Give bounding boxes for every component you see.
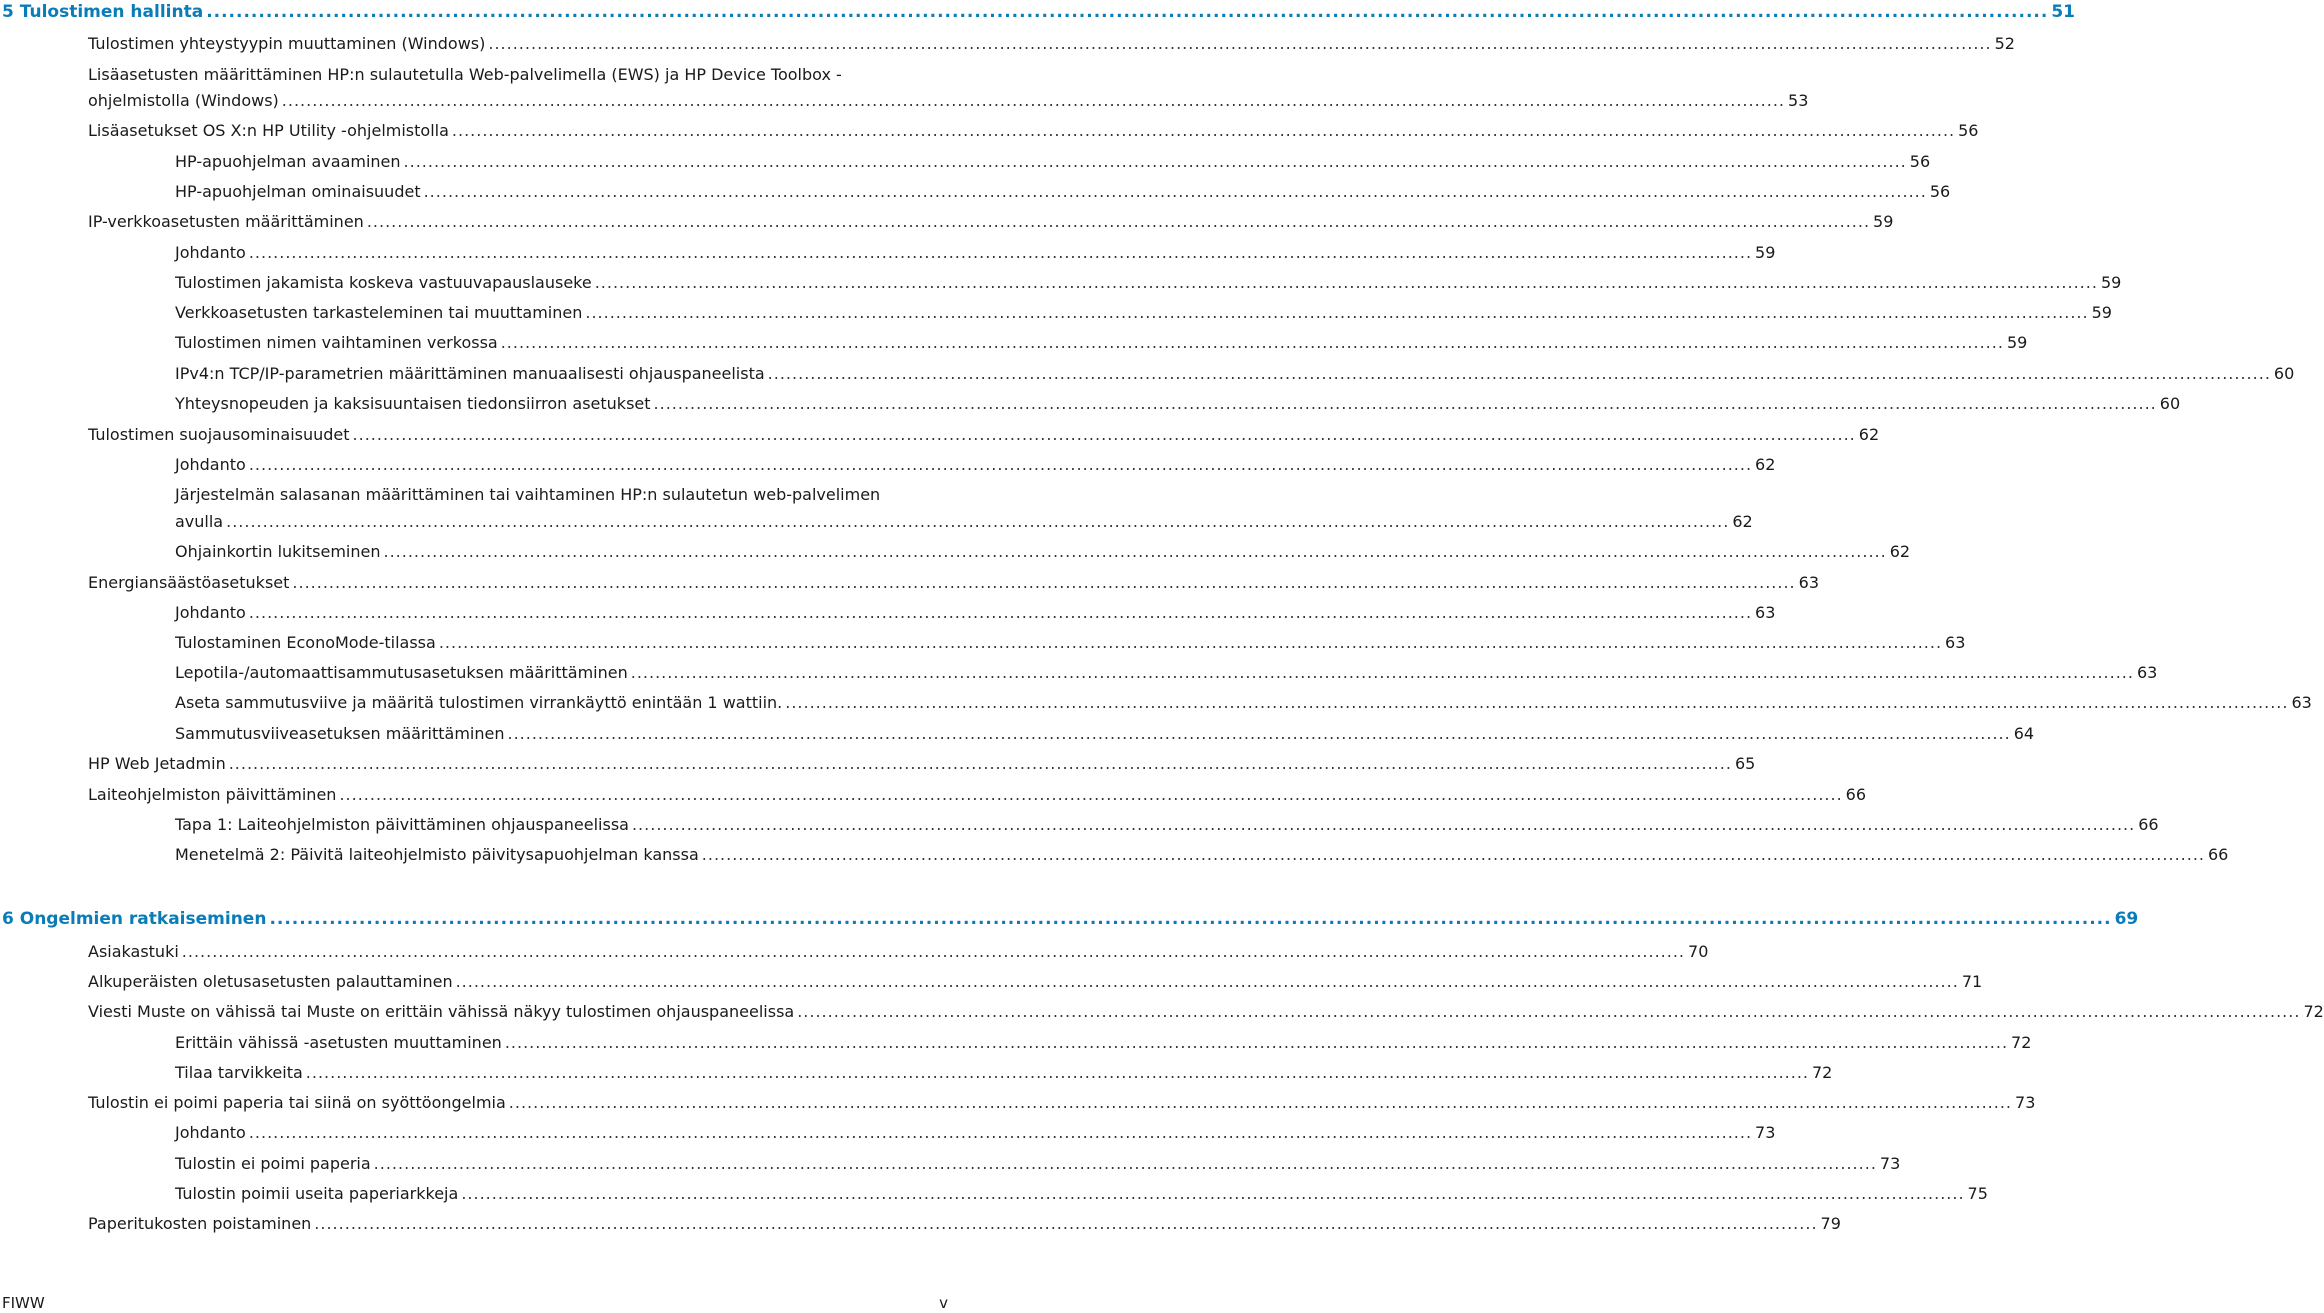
toc-dot-leader: [424, 182, 1927, 202]
toc-page-number: 69: [2114, 909, 2139, 929]
toc-dot-leader: [229, 754, 1732, 774]
toc-entry-title: Johdanto: [175, 603, 246, 622]
toc-dot-leader: [269, 909, 2111, 929]
toc-entry-title: ohjelmistolla (Windows): [88, 91, 279, 110]
toc-entry-title: Tapa 1: Laiteohjelmiston päivittäminen ohjauspaneelissa: [175, 815, 629, 834]
toc-entry-title: Lisäasetukset OS X:n HP Utility -ohjelmistolla: [88, 121, 449, 140]
toc-dot-leader: [501, 333, 2004, 353]
toc-page-number: 63: [1945, 633, 1966, 652]
toc-entry-title: Verkkoasetusten tarkasteleminen tai muuttaminen: [175, 303, 583, 322]
toc-entry-title: Menetelmä 2: Päivitä laiteohjelmisto päivitysapuohjelman kanssa: [175, 845, 699, 864]
toc-page-number: 70: [1688, 942, 1709, 961]
toc-entry-title: Asiakastuki: [88, 942, 179, 961]
toc-entry-title: HP Web Jetadmin: [88, 754, 226, 773]
toc-dot-leader: [282, 91, 1785, 111]
footer-locale-code: FIWW: [2, 1294, 45, 1312]
toc-page-number: 73: [1755, 1123, 1776, 1142]
toc-dot-leader: [404, 152, 1907, 172]
toc-dot-leader: [367, 212, 1870, 232]
toc-entry[interactable]: [175, 485, 940, 505]
toc-page-number: 72: [1812, 1063, 1833, 1082]
toc-page-number: 51: [2051, 2, 2075, 22]
toc-entry-title: Johdanto: [175, 455, 246, 474]
toc-dot-leader: [797, 1002, 2300, 1022]
toc-page-number: 71: [1961, 972, 1983, 991]
toc-page-number: 75: [1967, 1184, 1988, 1203]
toc-page-number: 56: [1909, 152, 1931, 171]
toc-entry[interactable]: [88, 65, 940, 85]
toc-entry[interactable]: [88, 573, 1819, 593]
toc-entry-title: Lisäasetusten määrittäminen HP:n sulautetulla Web-palvelimella (EWS) ja HP Device Toolbox -: [88, 65, 842, 84]
toc-dot-leader: [249, 603, 1752, 623]
toc-dot-leader: [508, 724, 2011, 744]
toc-entry[interactable]: [88, 425, 1880, 445]
toc-dot-leader: [452, 121, 1955, 141]
toc-entry[interactable]: [88, 91, 1809, 111]
toc-entry[interactable]: [175, 693, 2312, 713]
toc-entry-title: Aseta sammutusviive ja määritä tulostimen virrankäyttö enintään 1 wattiin.: [175, 693, 783, 712]
toc-dot-leader: [509, 1093, 2012, 1113]
toc-page-number: 62: [1858, 425, 1880, 444]
toc-entry[interactable]: [175, 633, 1966, 653]
toc-entry-title: Viesti Muste on vähissä tai Muste on erittäin vähissä näkyy tulostimen ohjauspaneelissa: [88, 1002, 795, 1021]
toc-entry[interactable]: [175, 1063, 1833, 1083]
toc-entry[interactable]: [88, 34, 2015, 54]
toc-page-number: 63: [1798, 573, 1819, 592]
toc-dot-leader: [249, 455, 1752, 475]
toc-page-number: 72: [2303, 1002, 2324, 1021]
toc-dot-leader: [374, 1154, 1877, 1174]
toc-dot-leader: [306, 1063, 1809, 1083]
toc-entry[interactable]: [175, 815, 2159, 835]
toc-entry-title: Laiteohjelmiston päivittäminen: [88, 785, 337, 804]
toc-page-number: 63: [1755, 603, 1776, 622]
toc-dot-leader: [488, 34, 1991, 54]
toc-dot-leader: [206, 2, 2048, 22]
toc-entry[interactable]: [175, 542, 1911, 562]
toc-dot-leader: [226, 512, 1729, 532]
toc-entry[interactable]: [88, 1093, 2036, 1113]
toc-dot-leader: [383, 542, 1886, 562]
toc-entry[interactable]: [175, 273, 2122, 293]
toc-entry-title: Johdanto: [175, 243, 246, 262]
toc-entry[interactable]: [88, 942, 1709, 962]
toc-dot-leader: [702, 845, 2205, 865]
toc-dot-leader: [353, 425, 1856, 445]
toc-dot-leader: [339, 785, 1842, 805]
toc-entry[interactable]: [88, 754, 1756, 774]
toc-page-number: 73: [2015, 1093, 2036, 1112]
toc-entry[interactable]: [175, 364, 2295, 384]
toc-dot-leader: [461, 1184, 1964, 1204]
toc-page-number: 62: [1889, 542, 1911, 561]
toc-entry[interactable]: [88, 1002, 2324, 1022]
toc-page-number: 59: [2006, 333, 2028, 352]
toc-entry[interactable]: [175, 845, 2229, 865]
toc-entry[interactable]: [175, 603, 1776, 623]
toc-entry-title: Yhteysnopeuden ja kaksisuuntaisen tiedonsiirron asetukset: [175, 394, 651, 413]
toc-entry[interactable]: [175, 512, 1753, 532]
toc-dot-leader: [249, 243, 1752, 263]
toc-entry[interactable]: [175, 394, 2181, 414]
toc-dot-leader: [292, 573, 1795, 593]
toc-entry-title: avulla: [175, 512, 224, 531]
toc-dot-leader: [456, 972, 1959, 992]
toc-entry[interactable]: [175, 303, 2112, 323]
toc-dot-leader: [595, 273, 2098, 293]
toc-entry[interactable]: [88, 972, 1983, 992]
toc-entry[interactable]: [88, 785, 1867, 805]
toc-entry-title: Tulostaminen EconoMode-tilassa: [175, 633, 436, 652]
toc-entry-title: Energiansäästöasetukset: [88, 573, 290, 592]
toc-page-number: 62: [1732, 512, 1753, 531]
toc-entry[interactable]: [88, 212, 1894, 232]
toc-entry-title: Tilaa tarvikkeita: [175, 1063, 303, 1082]
footer-page-number: v: [939, 1294, 948, 1312]
toc-entry-title: Tulostin ei poimi paperia tai siinä on syöttöongelmia: [88, 1093, 506, 1112]
toc-entry[interactable]: [175, 1184, 1988, 1204]
toc-entry-title: 6 Ongelmien ratkaiseminen: [2, 909, 267, 929]
toc-dot-leader: [631, 663, 2134, 683]
toc-entry-title: Paperitukosten poistaminen: [88, 1214, 312, 1233]
toc-page-number: 56: [1929, 182, 1951, 201]
toc-page-number: 73: [1879, 1154, 1901, 1173]
toc-page-number: 66: [2208, 845, 2229, 864]
toc-entry-title: Erittäin vähissä -asetusten muuttaminen: [175, 1033, 502, 1052]
toc-entry-title: Tulostin poimii useita paperiarkkeja: [175, 1184, 459, 1203]
toc-dot-leader: [505, 1033, 2008, 1053]
toc-entry[interactable]: [88, 1214, 1841, 1234]
toc-entry[interactable]: [175, 243, 1776, 263]
toc-entry-title: 5 Tulostimen hallinta: [2, 2, 204, 22]
toc-entry[interactable]: [175, 724, 2035, 744]
toc-entry[interactable]: [175, 455, 1776, 475]
toc-page-number: 65: [1734, 754, 1756, 773]
toc-page-number: 59: [2100, 273, 2122, 292]
toc-entry-title: Tulostimen nimen vaihtaminen verkossa: [175, 333, 498, 352]
toc-entry[interactable]: [175, 663, 2158, 683]
toc-entry-title: IPv4:n TCP/IP-parametrien määrittäminen manuaalisesti ohjauspaneelista: [175, 364, 765, 383]
toc-entry-title: HP-apuohjelman avaaminen: [175, 152, 401, 171]
toc-page-number: 63: [2136, 663, 2158, 682]
toc-chapter[interactable]: [2, 909, 2139, 929]
toc-page-number: 60: [2159, 394, 2181, 413]
toc-entry[interactable]: [88, 121, 1979, 141]
toc-page-number: 60: [2273, 364, 2295, 383]
toc-entry-title: Alkuperäisten oletusasetusten palauttaminen: [88, 972, 453, 991]
toc-page-number: 59: [1873, 212, 1894, 231]
toc-entry-title: Tulostimen suojausominaisuudet: [88, 425, 350, 444]
toc-entry[interactable]: [175, 333, 2028, 353]
toc-entry-title: Järjestelmän salasanan määrittäminen tai vaihtaminen HP:n sulautetun web-palvelimen: [175, 485, 881, 504]
toc-page-number: 59: [1755, 243, 1776, 262]
toc-page-number: 56: [1958, 121, 1979, 140]
toc-dot-leader: [314, 1214, 1817, 1234]
toc-page-number: 52: [1994, 34, 2015, 53]
toc-entry-title: Sammutusviiveasetuksen määrittäminen: [175, 724, 505, 743]
toc-dot-leader: [785, 693, 2288, 713]
toc-entry[interactable]: [175, 1123, 1776, 1143]
toc-entry-title: Tulostimen yhteystyypin muuttaminen (Windows): [88, 34, 486, 53]
toc-dot-leader: [768, 364, 2271, 384]
toc-page-number: 53: [1788, 91, 1809, 110]
toc-entry[interactable]: [175, 1154, 1901, 1174]
toc-page-number: 79: [1820, 1214, 1841, 1233]
toc-page-number: 59: [2091, 303, 2112, 322]
toc-page-number: 72: [2011, 1033, 2032, 1052]
toc-dot-leader: [585, 303, 2088, 323]
toc-entry-title: Ohjainkortin lukitseminen: [175, 542, 381, 561]
toc-entry[interactable]: [175, 182, 1951, 202]
toc-dot-leader: [632, 815, 2135, 835]
toc-entry[interactable]: [175, 1033, 2032, 1053]
toc-page-number: 62: [1755, 455, 1776, 474]
toc-chapter[interactable]: [2, 2, 2075, 22]
toc-entry-title: HP-apuohjelman ominaisuudet: [175, 182, 421, 201]
toc-dot-leader: [182, 942, 1685, 962]
toc-page-number: 66: [2138, 815, 2159, 834]
toc-page-number: 66: [1845, 785, 1867, 804]
toc-dot-leader: [249, 1123, 1752, 1143]
toc-page-number: 64: [2013, 724, 2035, 743]
toc-dot-leader: [439, 633, 1942, 653]
toc-page-number: 63: [2291, 693, 2312, 712]
toc-entry-title: Johdanto: [175, 1123, 246, 1142]
toc-dot-leader: [654, 394, 2157, 414]
toc-entry-title: Tulostimen jakamista koskeva vastuuvapauslauseke: [175, 273, 592, 292]
toc-entry[interactable]: [175, 152, 1931, 172]
toc-entry-title: IP-verkkoasetusten määrittäminen: [88, 212, 364, 231]
toc-entry-title: Tulostin ei poimi paperia: [175, 1154, 371, 1173]
toc-entry-title: Lepotila-/automaattisammutusasetuksen määrittäminen: [175, 663, 628, 682]
